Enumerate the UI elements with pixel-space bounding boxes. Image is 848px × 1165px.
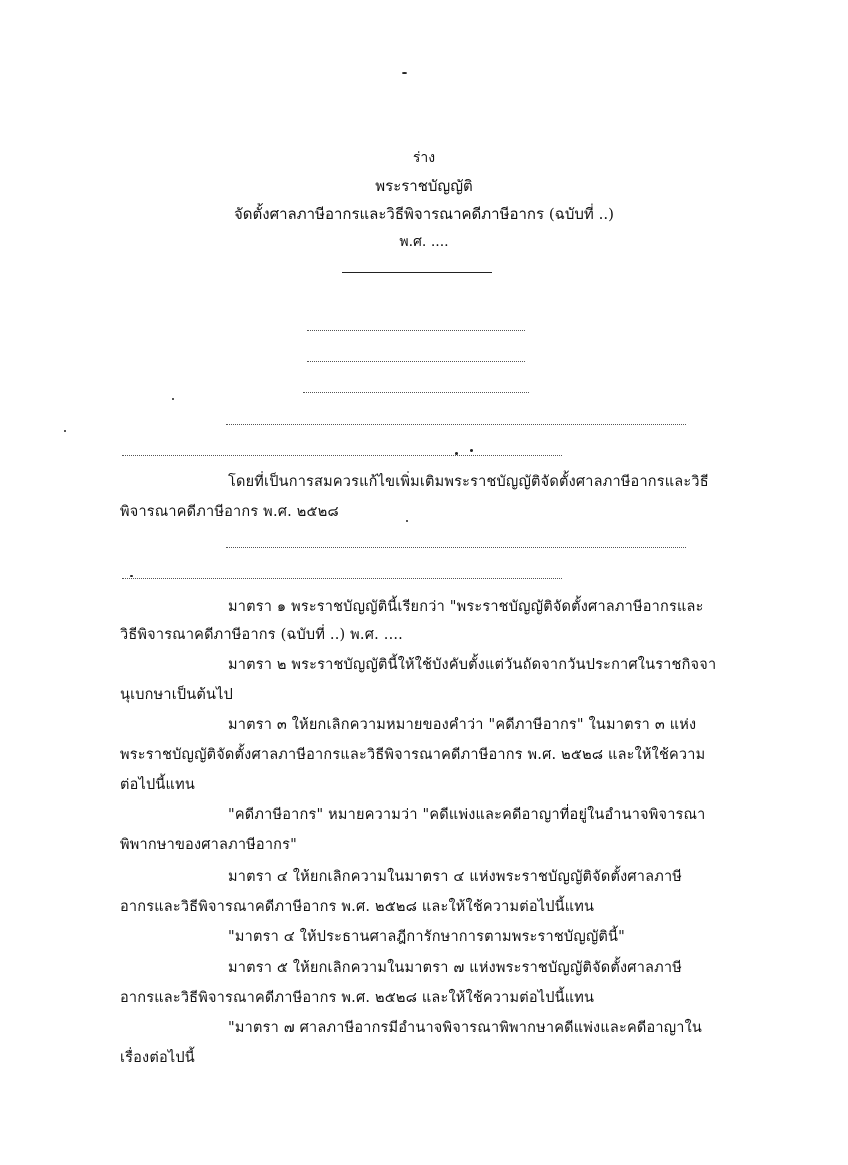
definition-text: "คดีภาษีอากร" หมายความว่า "คดีแพ่งและคดีอาญาที่อยู่ในอำนาจพิจารณา xyxy=(228,807,706,823)
dotted-line xyxy=(307,361,525,362)
dotted-line xyxy=(307,330,525,331)
dotted-line xyxy=(122,455,562,456)
act-heading: พระราชบัญญัติ xyxy=(375,177,473,195)
section-1-text: มาตรา ๑ พระราชบัญญัตินี้เรียกว่า "พระราชบัญญัติจัดตั้งศาลภาษีอากรและ xyxy=(228,599,704,615)
title-underline xyxy=(342,272,492,273)
dotted-line xyxy=(226,424,686,425)
scan-speck xyxy=(406,520,408,522)
section-2-text: นุเบกษาเป็นต้นไป xyxy=(120,687,234,703)
scan-speck xyxy=(402,72,407,74)
section-3-text: ต่อไปนี้แทน xyxy=(120,777,195,793)
scan-speck xyxy=(130,575,133,577)
preamble-line: โดยที่เป็นการสมควรแก้ไขเพิ่มเติมพระราชบัญญัติจัดตั้งศาลภาษีอากรและวิธี xyxy=(228,474,709,490)
section-5-quote: "มาตรา ๗ ศาลภาษีอากรมีอำนาจพิจารณาพิพากษาคดีแพ่งและคดีอาญาใน xyxy=(228,1020,702,1036)
section-2-text: มาตรา ๒ พระราชบัญญัตินี้ให้ใช้บังคับตั้งแต่วันถัดจากวันประกาศในราชกิจจา xyxy=(228,657,717,673)
act-title: จัดตั้งศาลภาษีอากรและวิธีพิจารณาคดีภาษีอากร (ฉบับที่ ..) xyxy=(234,205,614,223)
definition-text: พิพากษาของศาลภาษีอากร" xyxy=(120,837,298,853)
section-3-text: มาตรา ๓ ให้ยกเลิกความหมายของคำว่า "คดีภาษีอากร" ในมาตรา ๓ แห่ง xyxy=(228,717,697,733)
scan-speck xyxy=(172,398,174,400)
dotted-line xyxy=(303,392,529,393)
section-1-text: วิธีพิจารณาคดีภาษีอากร (ฉบับที่ ..) พ.ศ. .... xyxy=(120,627,403,643)
section-4-text: อากรและวิธีพิจารณาคดีภาษีอากร พ.ศ. ๒๕๒๘ และให้ใช้ความต่อไปนี้แทน xyxy=(120,899,595,915)
dotted-line xyxy=(226,547,686,548)
act-year: พ.ศ. .... xyxy=(399,234,449,250)
draft-label: ร่าง xyxy=(412,150,436,166)
section-4-quote: "มาตรา ๔ ให้ประธานศาลฎีการักษาการตามพระราชบัญญัตินี้" xyxy=(228,929,626,945)
section-5-text: มาตรา ๕ ให้ยกเลิกความในมาตรา ๗ แห่งพระราชบัญญัติจัดตั้งศาลภาษี xyxy=(228,960,682,976)
section-5-quote: เรื่องต่อไปนี้ xyxy=(120,1050,195,1066)
scan-speck xyxy=(470,449,473,452)
section-5-text: อากรและวิธีพิจารณาคดีภาษีอากร พ.ศ. ๒๕๒๘ และให้ใช้ความต่อไปนี้แทน xyxy=(120,990,595,1006)
section-3-text: พระราชบัญญัติจัดตั้งศาลภาษีอากรและวิธีพิจารณาคดีภาษีอากร พ.ศ. ๒๕๒๘ และให้ใช้ความ xyxy=(120,747,706,763)
section-4-text: มาตรา ๔ ให้ยกเลิกความในมาตรา ๔ แห่งพระราชบัญญัติจัดตั้งศาลภาษี xyxy=(228,869,683,885)
dotted-line xyxy=(122,578,562,579)
scan-speck xyxy=(64,430,66,432)
preamble-line: พิจารณาคดีภาษีอากร พ.ศ. ๒๕๒๘ xyxy=(120,504,339,520)
